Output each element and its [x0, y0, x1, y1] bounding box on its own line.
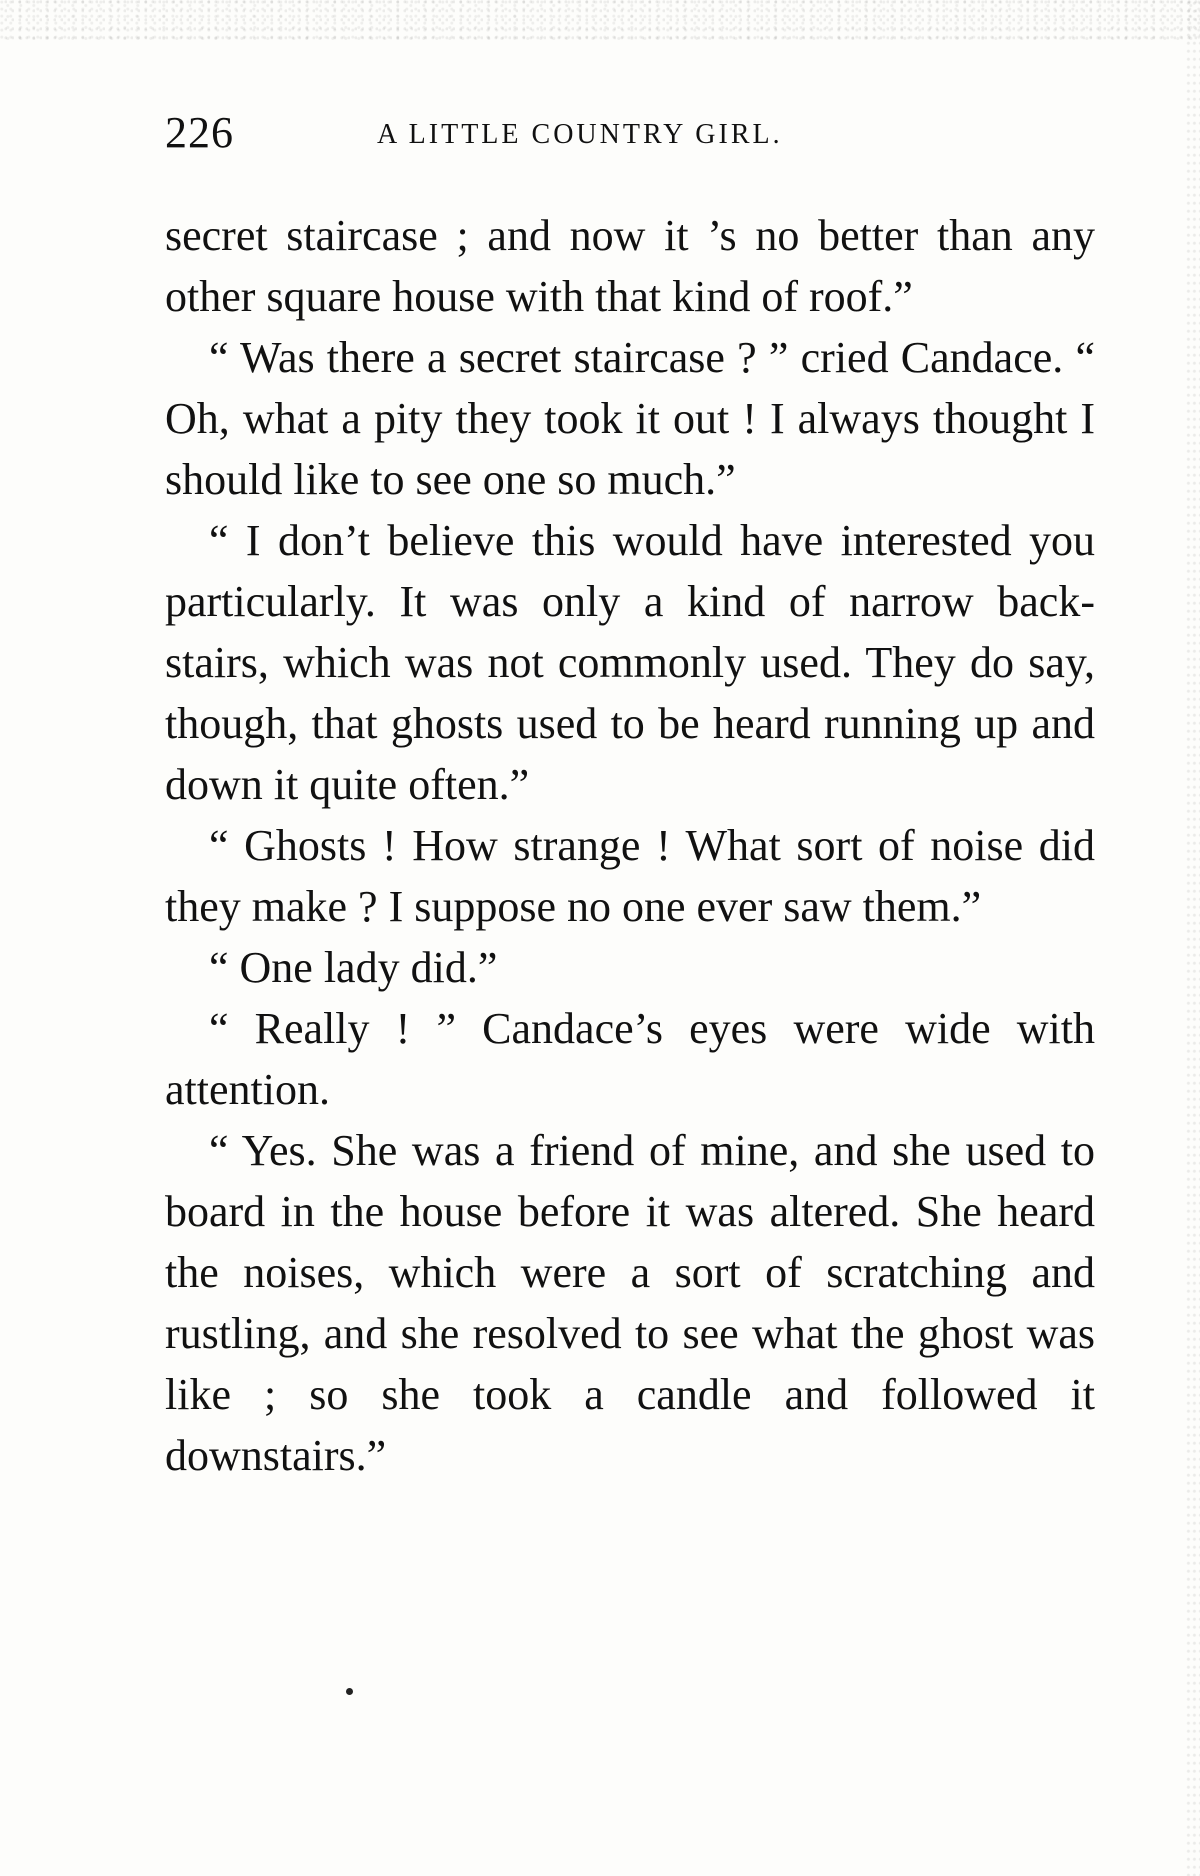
- page-number: 226: [165, 108, 234, 157]
- ink-speck: [346, 1688, 353, 1695]
- scan-noise-right: [1186, 0, 1200, 1876]
- paragraph-5: “ One lady did.”: [209, 943, 498, 992]
- paragraph-2: “ Was there a secret staircase ? ” cried Candace. “ Oh, what a pity they took it out ! I always thought I should like to see one so much.”: [165, 333, 1095, 504]
- paragraph-4: “ Ghosts ! How strange ! What sort of noise did they make ? I suppose no one ever saw them.”: [165, 821, 1095, 931]
- paragraph-6: “ Really ! ” Candace’s eyes were wide with attention.: [165, 1004, 1095, 1114]
- paragraph-7: “ Yes. She was a friend of mine, and she used to board in the house before it was altered. She heard the noises, which were a sort of scratching and rustling, and she resolved to see what the ghost was like ; so she took a candle and followed it downstairs.”: [165, 1126, 1095, 1480]
- paragraph-3: “ I don’t believe this would have interested you particularly. It was only a kind of narrow back-stairs, which was not commonly used. They do say, though, that ghosts used to be heard running up and down it quite often.”: [165, 516, 1095, 809]
- paragraph-1: secret staircase ; and now it ’s no better than any other square house with that kind of roof.”: [165, 211, 1095, 321]
- body-text: [165, 205, 1095, 1486]
- running-head: [165, 108, 985, 158]
- scan-noise-top: [0, 0, 1200, 40]
- book-title: A LITTLE COUNTRY GIRL.: [377, 119, 783, 150]
